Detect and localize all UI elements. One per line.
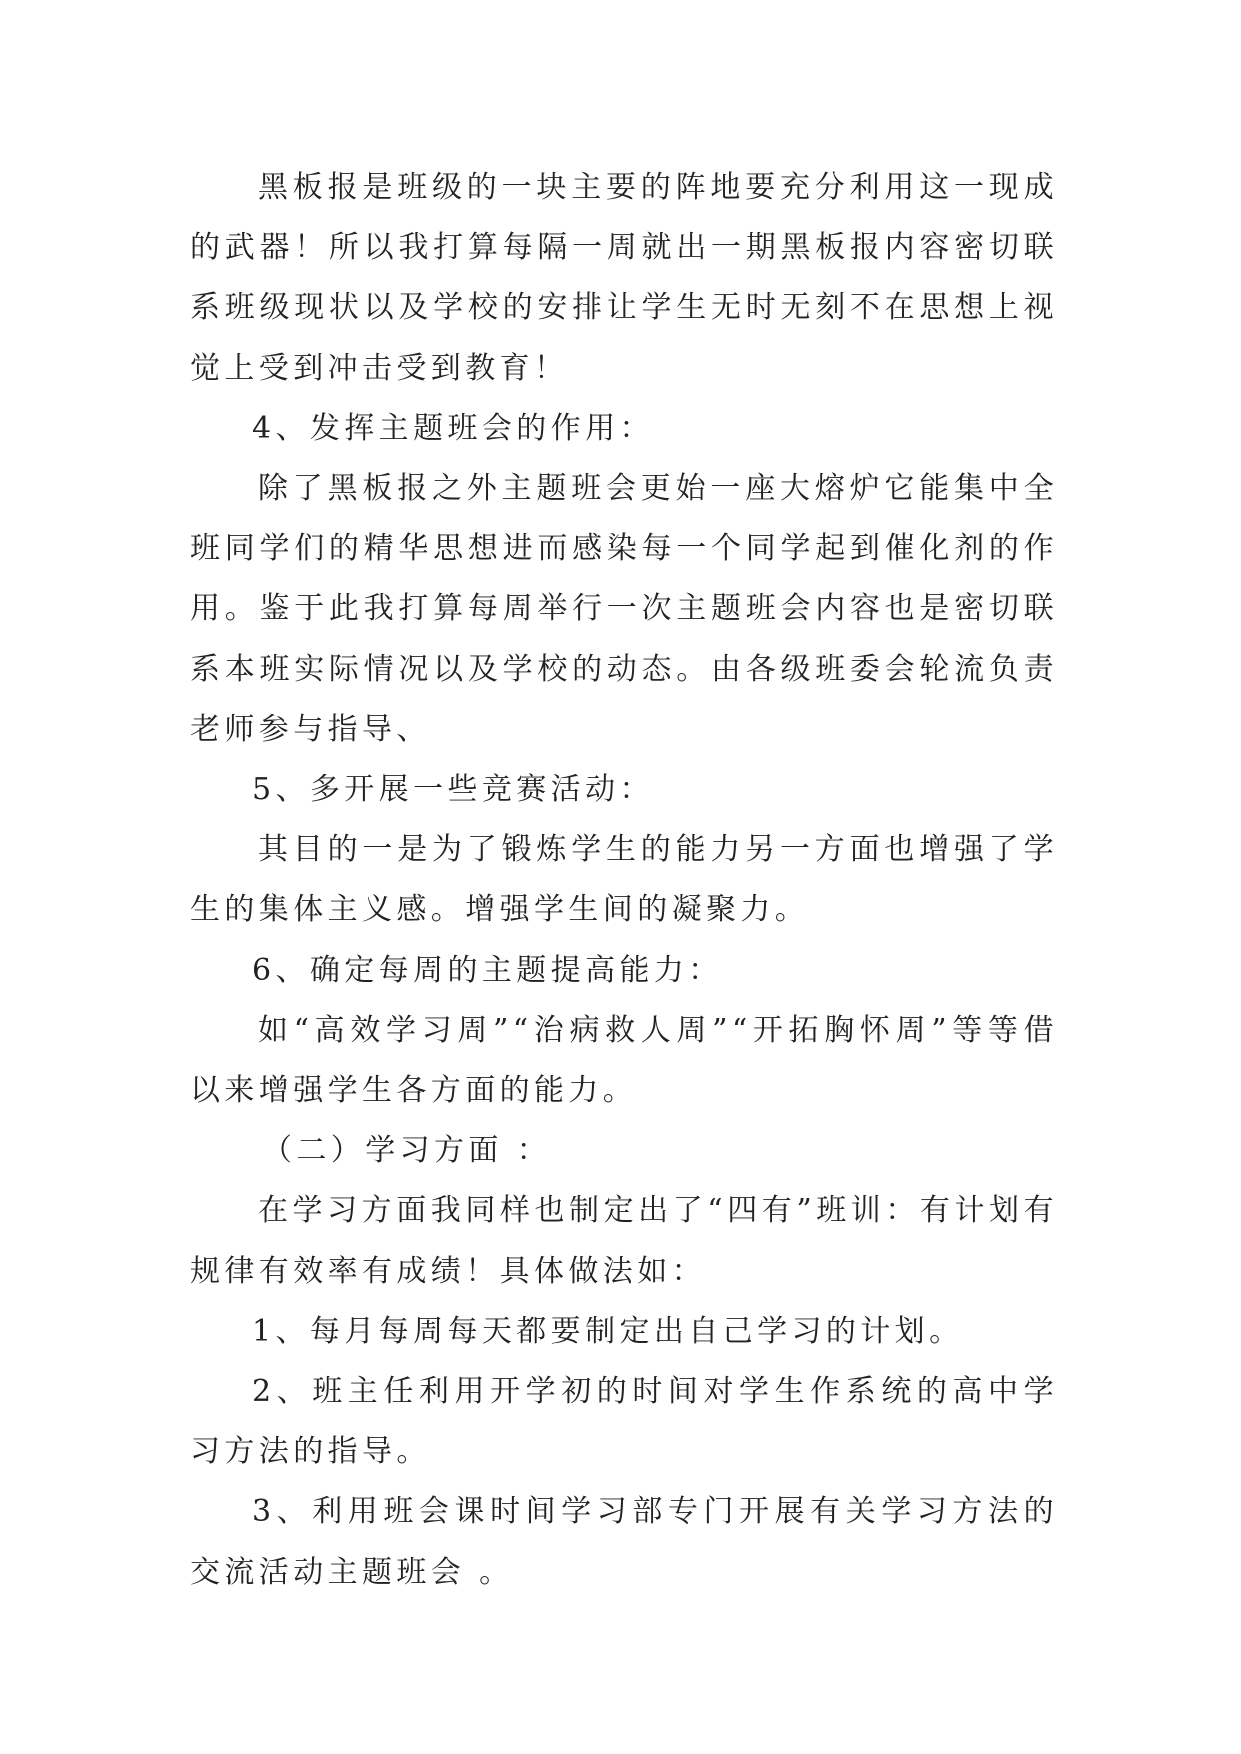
paragraph-four-haves-motto: 在学习方面我同样也制定出了“四有”班训：有计划有规律有效率有成绩！具体做法如： — [190, 1193, 1058, 1289]
document-body — [190, 158, 1058, 1603]
paragraph-weekly-themes: 如“高效学习周”“治病救人周”“开拓胸怀周”等等借以来增强学生各方面的能力。 — [190, 1012, 1058, 1109]
paragraph-item-4-heading: 4、发挥主题班会的作用： — [252, 410, 654, 446]
paragraph-study-item-1: 1、每月每周每天都要制定出自己学习的计划。 — [252, 1313, 964, 1349]
paragraph-item-6-heading: 6、确定每周的主题提高能力： — [252, 952, 723, 988]
paragraph-item-5-heading: 5、多开展一些竞赛活动： — [252, 772, 654, 808]
paragraph-blackboard-report: 黑板报是班级的一块主要的阵地要充分利用这一现成的武器！所以我打算每隔一周就出一期黑板报内容密切联系班级现状以及学校的安排让学生无时无刻不在思想上视觉上受到冲击受到教育！ — [190, 170, 1058, 386]
paragraph-theme-class-meeting: 除了黑板报之外主题班会更始一座大熔炉它能集中全班同学们的精华思想进而感染每一个同学起到催化剂的作用。鉴于此我打算每周举行一次主题班会内容也是密切联系本班实际情况以及学校的动态。由各级班委会轮流负责老师参与指导、 — [190, 471, 1058, 747]
paragraph-study-item-2: 2、班主任利用开学初的时间对学生作系统的高中学习方法的指导。 — [190, 1374, 1058, 1470]
section-heading-study: （二）学习方面 ： — [262, 1133, 552, 1169]
paragraph-competition-activities: 其目的一是为了锻炼学生的能力另一方面也增强了学生的集体主义感。增强学生间的凝聚力。 — [190, 832, 1058, 928]
paragraph-study-item-3: 3、利用班会课时间学习部专门开展有关学习方法的交流活动主题班会 。 — [190, 1494, 1058, 1590]
